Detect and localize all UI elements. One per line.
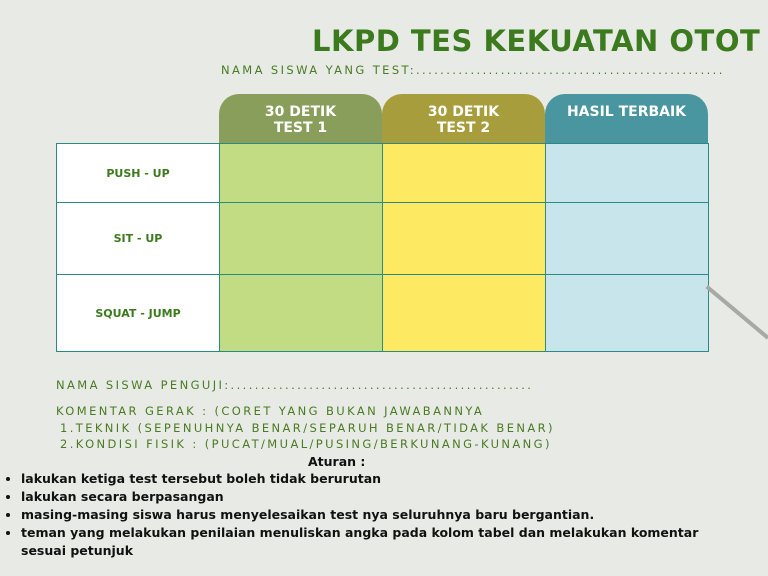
cell-push-up-test1[interactable]: [219, 143, 383, 203]
cell-push-up-test2[interactable]: [382, 143, 546, 203]
rules-list: [0, 470, 711, 560]
cell-sit-up-test2[interactable]: [382, 202, 546, 275]
rule-item: • teman yang melakukan penilaian menuliskan angka pada kolom tabel dan melakukan komentar sesuai petunjuk: [21, 524, 711, 560]
header-hasil-line1: HASIL TERBAIK: [566, 104, 687, 120]
cell-sit-up-hasil[interactable]: [545, 202, 709, 275]
cell-push-up-hasil[interactable]: [545, 143, 709, 203]
rule-item: • lakukan ketiga test tersebut boleh tidak berurutan: [21, 470, 711, 488]
comment-item-physical: 2.KONDISI FISIK : (PUCAT/MUAL/PUSING/BERKUNANG-KUNANG): [60, 437, 552, 451]
header-test-2-line1: 30 DETIK: [427, 104, 500, 120]
rules-heading: Aturan :: [308, 454, 366, 469]
rule-item: • masing-masing siswa harus menyelesaikan test nya seluruhnya baru bergantian.: [21, 506, 711, 524]
comment-item-technique: 1.TEKNIK (SEPENUHNYA BENAR/SEPARUH BENAR/TIDAK BENAR): [60, 421, 555, 435]
cell-squat-jump-hasil[interactable]: [545, 274, 709, 352]
cell-squat-jump-test2[interactable]: [382, 274, 546, 352]
student-name-line: NAMA SISWA YANG TEST:...................................................: [221, 63, 725, 77]
header-hasil-terbaik: [545, 94, 708, 144]
header-test-1-line1: 30 DETIK: [264, 104, 337, 120]
decorative-diagonal-line: [705, 285, 768, 339]
cell-squat-jump-test1[interactable]: [219, 274, 383, 352]
header-test-2-line2: TEST 2: [436, 120, 491, 136]
row-label-sit-up: SIT - UP: [56, 202, 220, 275]
cell-sit-up-test1[interactable]: [219, 202, 383, 275]
row-label-push-up: PUSH - UP: [56, 143, 220, 203]
page-title: LKPD TES KEKUATAN OTOT: [312, 24, 761, 58]
examiner-line: NAMA SISWA PENGUJI:..................................................: [56, 378, 534, 392]
rule-item: • lakukan secara berpasangan: [21, 488, 711, 506]
header-test-1-line2: TEST 1: [273, 120, 328, 136]
header-test-1: [219, 94, 382, 144]
row-label-squat-jump: SQUAT - JUMP: [56, 274, 220, 352]
header-test-2: [382, 94, 545, 144]
comment-heading: KOMENTAR GERAK : (CORET YANG BUKAN JAWABANNYA: [56, 404, 485, 418]
